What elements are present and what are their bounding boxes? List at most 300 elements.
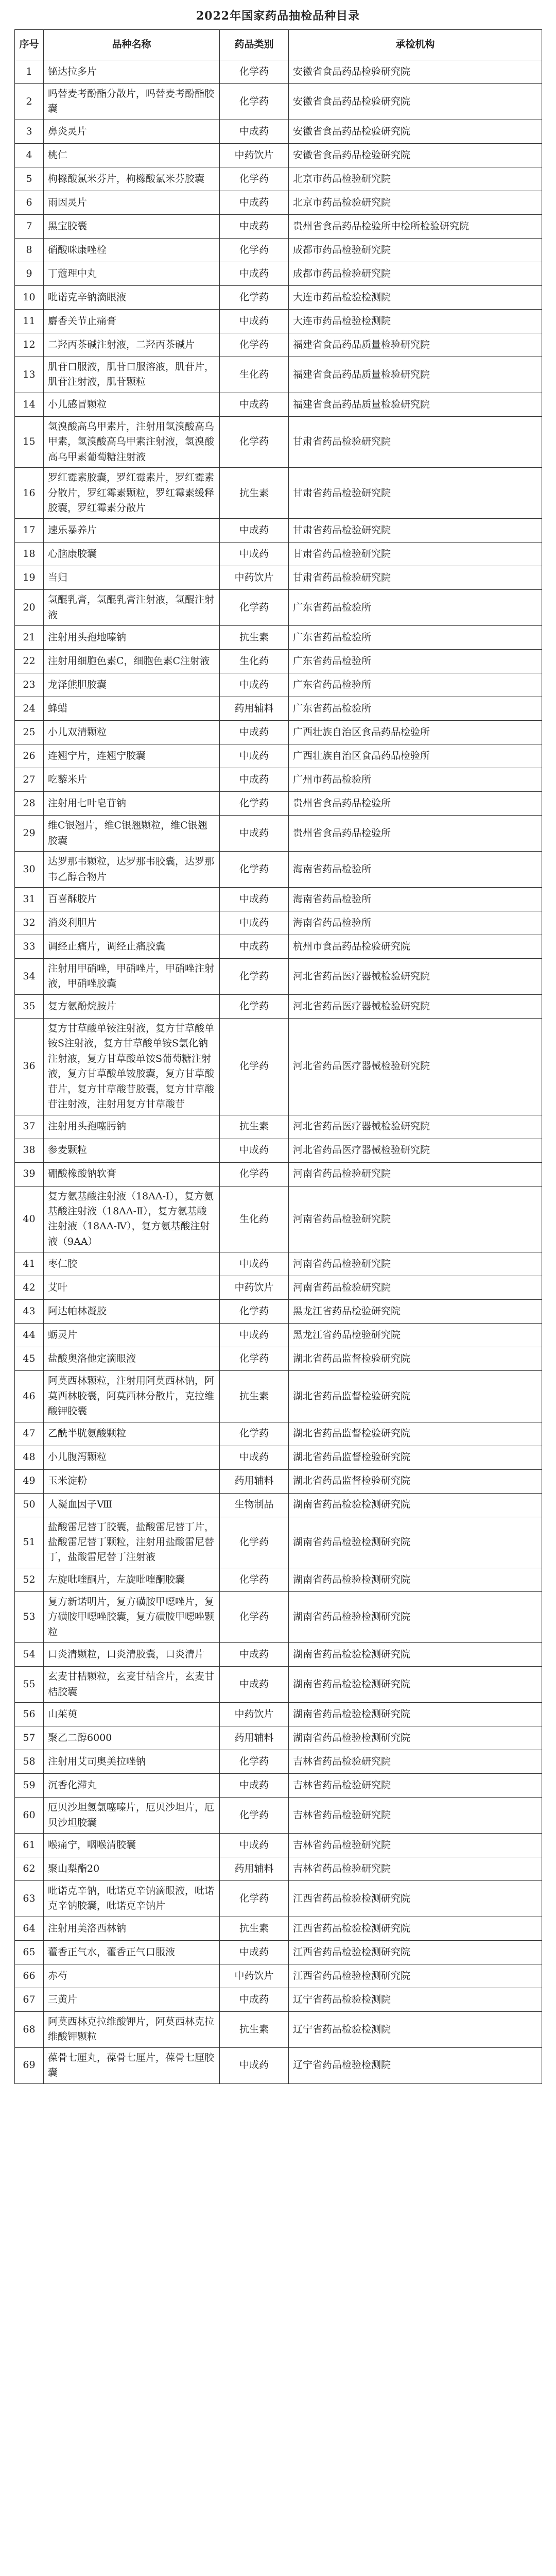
row-category: 中成药 — [220, 1324, 289, 1347]
table-row — [15, 1469, 542, 1493]
row-institution: 湖南省药品检验检测研究院 — [289, 1643, 542, 1667]
table-row — [15, 1252, 542, 1276]
row-number: 52 — [15, 1568, 44, 1591]
row-number: 23 — [15, 673, 44, 697]
row-number: 4 — [15, 143, 44, 167]
row-category: 中成药 — [220, 1446, 289, 1469]
row-drug-name: 注射用艾司奥美拉唑钠 — [44, 1750, 220, 1774]
row-category: 中药饮片 — [220, 1276, 289, 1300]
row-number: 17 — [15, 519, 44, 543]
row-institution: 甘肃省药品检验研究院 — [289, 416, 542, 467]
row-number: 26 — [15, 744, 44, 768]
row-institution: 成都市药品检验研究院 — [289, 238, 542, 262]
table-row — [15, 721, 542, 744]
row-number: 38 — [15, 1139, 44, 1162]
row-category: 中成药 — [220, 1667, 289, 1703]
table-row — [15, 143, 542, 167]
row-drug-name: 注射用甲硝唑，甲硝唑片，甲硝唑注射液，甲硝唑胶囊 — [44, 959, 220, 995]
row-category: 化学药 — [220, 1591, 289, 1642]
row-number: 24 — [15, 697, 44, 721]
row-number: 39 — [15, 1162, 44, 1186]
row-drug-name: 聚乙二醇6000 — [44, 1726, 220, 1750]
row-institution: 河南省药品检验研究院 — [289, 1162, 542, 1186]
row-drug-name: 阿达帕林凝胶 — [44, 1300, 220, 1324]
row-number: 35 — [15, 994, 44, 1018]
row-category: 化学药 — [220, 1517, 289, 1568]
row-drug-name: 铋达拉多片 — [44, 60, 220, 84]
row-number: 13 — [15, 357, 44, 393]
row-institution: 广东省药品检验所 — [289, 590, 542, 626]
row-drug-name: 复方甘草酸单铵注射液，复方甘草酸单铵S注射液，复方甘草酸单铵S氯化钠注射液，复方甘草酸单铵S葡萄糖注射液，复方甘草酸单铵胶囊，复方甘草酸苷片，复方甘草酸苷胶囊，复方甘草酸苷注射液，注射用复方甘草酸苷 — [44, 1018, 220, 1115]
row-number: 29 — [15, 816, 44, 852]
document-title: 2022年国家药品抽检品种目录 — [196, 9, 360, 23]
table-row — [15, 1139, 542, 1162]
row-drug-name: 复方氨酚烷胺片 — [44, 994, 220, 1018]
table-row — [15, 1115, 542, 1139]
table-row — [15, 1591, 542, 1642]
table-row — [15, 1568, 542, 1591]
table-row — [15, 262, 542, 285]
table-row — [15, 1446, 542, 1469]
row-institution: 北京市药品检验研究院 — [289, 191, 542, 214]
row-category: 中成药 — [220, 1833, 289, 1857]
table-body — [15, 60, 542, 2084]
row-drug-name: 小儿双清颗粒 — [44, 721, 220, 744]
row-institution: 吉林省药品检验研究院 — [289, 1833, 542, 1857]
row-institution: 江西省药品检验检测研究院 — [289, 1917, 542, 1940]
table-row — [15, 852, 542, 888]
row-institution: 湖南省药品检验检测研究院 — [289, 1591, 542, 1642]
row-institution: 甘肃省药品检验研究院 — [289, 566, 542, 590]
row-number: 43 — [15, 1300, 44, 1324]
row-number: 8 — [15, 238, 44, 262]
row-number: 65 — [15, 1940, 44, 1964]
row-institution: 福建省食品药品质量检验研究院 — [289, 333, 542, 357]
row-number: 33 — [15, 935, 44, 959]
row-drug-name: 三黄片 — [44, 1988, 220, 2011]
table-row — [15, 1964, 542, 1988]
row-institution: 吉林省药品检验研究院 — [289, 1750, 542, 1774]
table-row — [15, 994, 542, 1018]
row-institution: 江西省药品检验检测研究院 — [289, 1880, 542, 1917]
row-institution: 甘肃省药品检验研究院 — [289, 543, 542, 566]
row-institution: 河南省药品检验研究院 — [289, 1276, 542, 1300]
row-drug-name: 注射用头孢噻肟钠 — [44, 1115, 220, 1139]
row-institution: 甘肃省药品检验研究院 — [289, 468, 542, 519]
header-no: 序号 — [15, 30, 44, 60]
row-category: 中成药 — [220, 1252, 289, 1276]
row-category: 生化药 — [220, 650, 289, 673]
row-drug-name: 维C银翘片，维C银翘颗粒，维C银翘胶囊 — [44, 816, 220, 852]
row-category: 药用辅料 — [220, 1726, 289, 1750]
row-category: 中成药 — [220, 309, 289, 333]
row-drug-name: 百喜酥胶片 — [44, 888, 220, 911]
row-institution: 甘肃省药品检验研究院 — [289, 519, 542, 543]
row-number: 64 — [15, 1917, 44, 1940]
row-institution: 湖北省药品监督检验研究院 — [289, 1446, 542, 1469]
row-category: 中成药 — [220, 888, 289, 911]
row-category: 中成药 — [220, 1643, 289, 1667]
header-institution: 承检机构 — [289, 30, 542, 60]
table-row — [15, 1833, 542, 1857]
row-drug-name: 蜂蜡 — [44, 697, 220, 721]
row-drug-name: 复方新诺明片，复方磺胺甲噁唑片，复方磺胺甲噁唑胶囊，复方磺胺甲噁唑颗粒 — [44, 1591, 220, 1642]
row-category: 中药饮片 — [220, 1703, 289, 1726]
row-institution: 江西省药品检验检测研究院 — [289, 1940, 542, 1964]
row-institution: 湖北省药品监督检验研究院 — [289, 1371, 542, 1422]
row-category: 中成药 — [220, 120, 289, 143]
row-category: 中成药 — [220, 214, 289, 238]
row-number: 36 — [15, 1018, 44, 1115]
table-row — [15, 543, 542, 566]
row-institution: 杭州市食品药品检验研究院 — [289, 935, 542, 959]
row-number: 63 — [15, 1880, 44, 1917]
row-drug-name: 速乐暴养片 — [44, 519, 220, 543]
table-row — [15, 214, 542, 238]
table-row — [15, 590, 542, 626]
row-drug-name: 葆骨七厘丸，葆骨七厘片，葆骨七厘胶囊 — [44, 2047, 220, 2083]
row-institution: 湖南省药品检验检测研究院 — [289, 1726, 542, 1750]
row-number: 41 — [15, 1252, 44, 1276]
row-drug-name: 藿香正气水，藿香正气口服液 — [44, 1940, 220, 1964]
row-drug-name: 盐酸奥洛他定滴眼液 — [44, 1347, 220, 1371]
table-row — [15, 935, 542, 959]
row-number: 7 — [15, 214, 44, 238]
row-number: 45 — [15, 1347, 44, 1371]
row-drug-name: 吗替麦考酚酯分散片，吗替麦考酚酯胶囊 — [44, 84, 220, 120]
row-number: 2 — [15, 84, 44, 120]
row-number: 1 — [15, 60, 44, 84]
row-drug-name: 枣仁胶 — [44, 1252, 220, 1276]
table-row — [15, 566, 542, 590]
row-number: 53 — [15, 1591, 44, 1642]
row-category: 抗生素 — [220, 2011, 289, 2047]
table-row — [15, 519, 542, 543]
row-drug-name: 阿莫西林颗粒，注射用阿莫西林钠，阿莫西林胶囊，阿莫西林分散片，克拉维酸钾胶囊 — [44, 1371, 220, 1422]
row-drug-name: 山茱萸 — [44, 1703, 220, 1726]
row-drug-name: 沉香化滞丸 — [44, 1774, 220, 1798]
row-drug-name: 雨因灵片 — [44, 191, 220, 214]
row-number: 49 — [15, 1469, 44, 1493]
row-institution: 吉林省药品检验研究院 — [289, 1774, 542, 1798]
table-row — [15, 309, 542, 333]
table-row — [15, 393, 542, 416]
table-row — [15, 1726, 542, 1750]
row-institution: 湖南省药品检验检测研究院 — [289, 1667, 542, 1703]
row-category: 抗生素 — [220, 1917, 289, 1940]
row-category: 生化药 — [220, 1186, 289, 1252]
row-category: 中成药 — [220, 816, 289, 852]
row-drug-name: 达罗那韦颗粒，达罗那韦胶囊，达罗那韦乙醇合物片 — [44, 852, 220, 888]
row-institution: 湖南省药品检验检测研究院 — [289, 1517, 542, 1568]
row-category: 中成药 — [220, 935, 289, 959]
row-number: 50 — [15, 1493, 44, 1517]
row-category: 化学药 — [220, 1162, 289, 1186]
row-drug-name: 阿莫西林克拉维酸钾片，阿莫西林克拉维酸钾颗粒 — [44, 2011, 220, 2047]
table-row — [15, 468, 542, 519]
row-number: 66 — [15, 1964, 44, 1988]
row-category: 中成药 — [220, 673, 289, 697]
row-institution: 河北省药品医疗器械检验研究院 — [289, 994, 542, 1018]
row-category: 中成药 — [220, 519, 289, 543]
row-category: 中成药 — [220, 1139, 289, 1162]
row-institution: 贵州省食品药品检验所 — [289, 792, 542, 816]
row-number: 57 — [15, 1726, 44, 1750]
row-category: 中成药 — [220, 721, 289, 744]
row-category: 生物制品 — [220, 1493, 289, 1517]
table-row — [15, 697, 542, 721]
row-drug-name: 吃藜米片 — [44, 768, 220, 792]
header-name: 品种名称 — [44, 30, 220, 60]
row-category: 化学药 — [220, 1300, 289, 1324]
row-category: 中药饮片 — [220, 566, 289, 590]
row-institution: 广西壮族自治区食品药品检验所 — [289, 744, 542, 768]
row-number: 61 — [15, 1833, 44, 1857]
row-category: 中成药 — [220, 2047, 289, 2083]
row-number: 11 — [15, 309, 44, 333]
table-row — [15, 84, 542, 120]
row-category: 化学药 — [220, 792, 289, 816]
row-drug-name: 聚山梨酯20 — [44, 1857, 220, 1880]
table-row — [15, 2011, 542, 2047]
row-number: 19 — [15, 566, 44, 590]
row-drug-name: 调经止痛片，调经止痛胶囊 — [44, 935, 220, 959]
table-row — [15, 792, 542, 816]
row-institution: 广州市药品检验所 — [289, 768, 542, 792]
row-institution: 吉林省药品检验研究院 — [289, 1857, 542, 1880]
table-row — [15, 1643, 542, 1667]
row-drug-name: 消炎利胆片 — [44, 911, 220, 935]
table-row — [15, 816, 542, 852]
row-number: 67 — [15, 1988, 44, 2011]
row-number: 58 — [15, 1750, 44, 1774]
row-institution: 广东省药品检验所 — [289, 673, 542, 697]
table-row — [15, 1186, 542, 1252]
row-category: 化学药 — [220, 416, 289, 467]
row-number: 27 — [15, 768, 44, 792]
row-category: 化学药 — [220, 1422, 289, 1446]
row-category: 中成药 — [220, 1940, 289, 1964]
row-category: 化学药 — [220, 1018, 289, 1115]
table-row — [15, 1880, 542, 1917]
row-drug-name: 黑宝胶囊 — [44, 214, 220, 238]
row-drug-name: 盐酸雷尼替丁胶囊，盐酸雷尼替丁片，盐酸雷尼替丁颗粒，注射用盐酸雷尼替丁，盐酸雷尼替丁注射液 — [44, 1517, 220, 1568]
row-category: 中成药 — [220, 543, 289, 566]
table-row — [15, 1324, 542, 1347]
table-row — [15, 238, 542, 262]
table-row — [15, 416, 542, 467]
table-row — [15, 167, 542, 191]
row-category: 药用辅料 — [220, 697, 289, 721]
row-institution: 湖南省药品检验检测研究院 — [289, 1493, 542, 1517]
row-number: 14 — [15, 393, 44, 416]
row-drug-name: 连翘宁片，连翘宁胶囊 — [44, 744, 220, 768]
header-category: 药品类别 — [220, 30, 289, 60]
row-drug-name: 丁蔻理中丸 — [44, 262, 220, 285]
row-drug-name: 氢溴酸高乌甲素片，注射用氢溴酸高乌甲素，氢溴酸高乌甲素注射液，氢溴酸高乌甲素葡萄糖注射液 — [44, 416, 220, 467]
row-number: 21 — [15, 626, 44, 650]
row-category: 化学药 — [220, 84, 289, 120]
row-category: 抗生素 — [220, 626, 289, 650]
table-row — [15, 959, 542, 995]
row-number: 28 — [15, 792, 44, 816]
row-drug-name: 蛎灵片 — [44, 1324, 220, 1347]
row-institution: 福建省食品药品质量检验研究院 — [289, 393, 542, 416]
table-row — [15, 1300, 542, 1324]
row-number: 68 — [15, 2011, 44, 2047]
row-category: 化学药 — [220, 333, 289, 357]
row-institution: 湖北省药品监督检验研究院 — [289, 1422, 542, 1446]
row-number: 46 — [15, 1371, 44, 1422]
catalog-table — [14, 29, 542, 2084]
table-row — [15, 650, 542, 673]
row-number: 20 — [15, 590, 44, 626]
table-row — [15, 191, 542, 214]
table-row — [15, 2047, 542, 2083]
table-row — [15, 1750, 542, 1774]
row-drug-name: 艾叶 — [44, 1276, 220, 1300]
row-institution: 黑龙江省药品检验研究院 — [289, 1324, 542, 1347]
row-drug-name: 注射用七叶皂苷钠 — [44, 792, 220, 816]
row-number: 37 — [15, 1115, 44, 1139]
row-number: 62 — [15, 1857, 44, 1880]
row-institution: 大连市药品检验检测院 — [289, 309, 542, 333]
row-institution: 广东省药品检验所 — [289, 697, 542, 721]
row-drug-name: 硼酸橡酸钠软膏 — [44, 1162, 220, 1186]
table-row — [15, 357, 542, 393]
row-institution: 成都市药品检验研究院 — [289, 262, 542, 285]
row-drug-name: 二羟丙茶碱注射液，二羟丙茶碱片 — [44, 333, 220, 357]
row-institution: 湖北省药品监督检验研究院 — [289, 1469, 542, 1493]
row-number: 48 — [15, 1446, 44, 1469]
row-drug-name: 鼻炎灵片 — [44, 120, 220, 143]
row-category: 中成药 — [220, 911, 289, 935]
row-category: 抗生素 — [220, 1115, 289, 1139]
row-institution: 江西省药品检验检测研究院 — [289, 1964, 542, 1988]
row-institution: 河北省药品医疗器械检验研究院 — [289, 959, 542, 995]
table-row — [15, 1276, 542, 1300]
row-category: 化学药 — [220, 1347, 289, 1371]
row-drug-name: 硝酸咪康唑栓 — [44, 238, 220, 262]
row-number: 56 — [15, 1703, 44, 1726]
row-category: 化学药 — [220, 167, 289, 191]
row-institution: 安徽省食品药品检验研究院 — [289, 84, 542, 120]
table-row — [15, 1774, 542, 1798]
table-row — [15, 1798, 542, 1834]
row-category: 化学药 — [220, 959, 289, 995]
row-category: 中成药 — [220, 191, 289, 214]
row-number: 40 — [15, 1186, 44, 1252]
row-category: 化学药 — [220, 852, 289, 888]
row-category: 抗生素 — [220, 1371, 289, 1422]
row-drug-name: 吡诺克辛钠，吡诺克辛钠滴眼液，吡诺克辛钠胶囊，吡诺克辛钠片 — [44, 1880, 220, 1917]
table-row — [15, 1917, 542, 1940]
row-number: 16 — [15, 468, 44, 519]
row-number: 42 — [15, 1276, 44, 1300]
row-drug-name: 龙泽熊胆胶囊 — [44, 673, 220, 697]
table-row — [15, 120, 542, 143]
row-institution: 吉林省药品检验研究院 — [289, 1798, 542, 1834]
row-number: 47 — [15, 1422, 44, 1446]
row-institution: 海南省药品检验所 — [289, 911, 542, 935]
row-institution: 河北省药品医疗器械检验研究院 — [289, 1115, 542, 1139]
row-number: 22 — [15, 650, 44, 673]
row-institution: 海南省药品检验所 — [289, 852, 542, 888]
row-drug-name: 参麦颗粒 — [44, 1139, 220, 1162]
row-category: 化学药 — [220, 1568, 289, 1591]
row-drug-name: 厄贝沙坦氢氯噻嗪片，厄贝沙坦片，厄贝沙坦胶囊 — [44, 1798, 220, 1834]
row-drug-name: 罗红霉素胶囊，罗红霉素片，罗红霉素分散片，罗红霉素颗粒，罗红霉素缓释胶囊，罗红霉素分散片 — [44, 468, 220, 519]
row-number: 25 — [15, 721, 44, 744]
table-row — [15, 1422, 542, 1446]
row-category: 化学药 — [220, 60, 289, 84]
table-row — [15, 1162, 542, 1186]
table-row — [15, 1988, 542, 2011]
row-drug-name: 注射用美洛西林钠 — [44, 1917, 220, 1940]
row-category: 中成药 — [220, 1774, 289, 1798]
row-category: 化学药 — [220, 1750, 289, 1774]
row-number: 6 — [15, 191, 44, 214]
row-category: 中药饮片 — [220, 1964, 289, 1988]
table-row — [15, 1347, 542, 1371]
row-drug-name: 当归 — [44, 566, 220, 590]
row-number: 59 — [15, 1774, 44, 1798]
table-row — [15, 1857, 542, 1880]
row-institution: 湖南省药品检验检测研究院 — [289, 1568, 542, 1591]
row-number: 31 — [15, 888, 44, 911]
row-drug-name: 玄麦甘桔颗粒，玄麦甘桔含片，玄麦甘桔胶囊 — [44, 1667, 220, 1703]
row-drug-name: 左旋吡喹酮片，左旋吡喹酮胶囊 — [44, 1568, 220, 1591]
table-row — [15, 911, 542, 935]
row-category: 化学药 — [220, 238, 289, 262]
table-header — [15, 30, 542, 60]
row-institution: 湖南省药品检验检测研究院 — [289, 1703, 542, 1726]
row-drug-name: 麝香关节止痛膏 — [44, 309, 220, 333]
row-number: 32 — [15, 911, 44, 935]
row-number: 3 — [15, 120, 44, 143]
table-row — [15, 285, 542, 309]
row-drug-name: 赤芍 — [44, 1964, 220, 1988]
row-category: 抗生素 — [220, 468, 289, 519]
row-number: 34 — [15, 959, 44, 995]
table-row — [15, 1493, 542, 1517]
table-row — [15, 1371, 542, 1422]
row-institution: 辽宁省药品检验检测院 — [289, 2047, 542, 2083]
table-row — [15, 1940, 542, 1964]
row-institution: 贵州省食品药品检验所中检所检验研究院 — [289, 214, 542, 238]
row-category: 中成药 — [220, 768, 289, 792]
row-drug-name: 小儿腹泻颗粒 — [44, 1446, 220, 1469]
row-drug-name: 桃仁 — [44, 143, 220, 167]
row-institution: 海南省药品检验所 — [289, 888, 542, 911]
row-drug-name: 注射用细胞色素C，细胞色素C注射液 — [44, 650, 220, 673]
row-number: 30 — [15, 852, 44, 888]
row-institution: 黑龙江省药品检验研究院 — [289, 1300, 542, 1324]
row-number: 55 — [15, 1667, 44, 1703]
row-drug-name: 小儿感冒颗粒 — [44, 393, 220, 416]
row-drug-name: 吡诺克辛钠滴眼液 — [44, 285, 220, 309]
row-category: 中成药 — [220, 1988, 289, 2011]
row-category: 化学药 — [220, 994, 289, 1018]
row-institution: 河南省药品检验研究院 — [289, 1186, 542, 1252]
row-institution: 安徽省食品药品检验研究院 — [289, 143, 542, 167]
table-row — [15, 673, 542, 697]
row-number: 69 — [15, 2047, 44, 2083]
row-institution: 广东省药品检验所 — [289, 650, 542, 673]
row-category: 中药饮片 — [220, 143, 289, 167]
row-number: 9 — [15, 262, 44, 285]
row-number: 54 — [15, 1643, 44, 1667]
